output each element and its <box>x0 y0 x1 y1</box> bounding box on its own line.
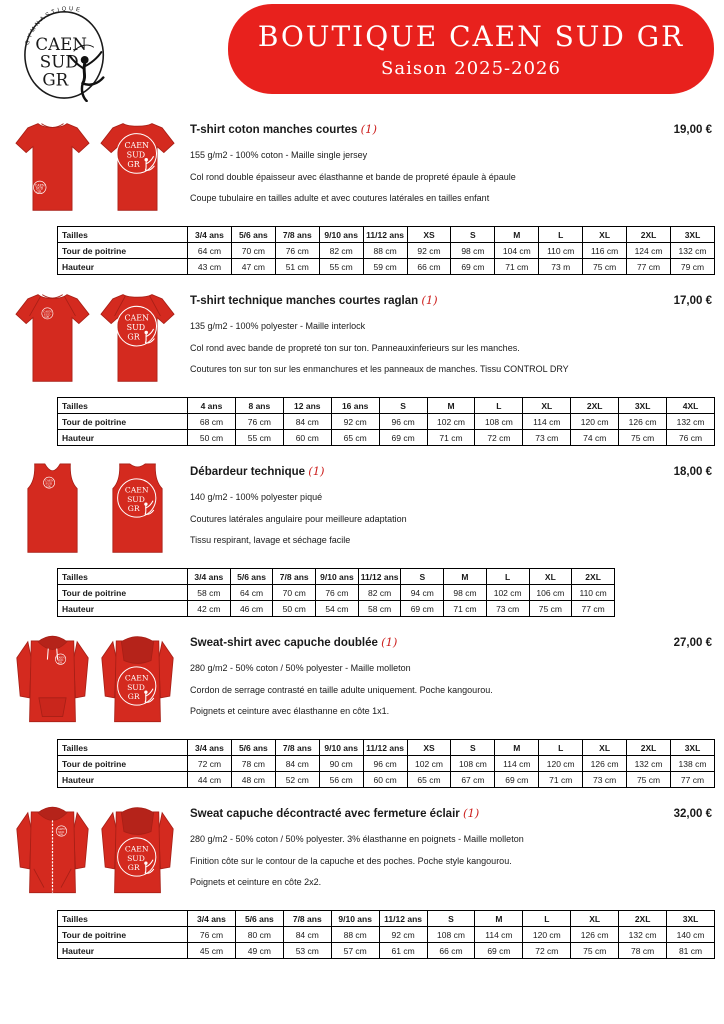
size-table-cell: 72 cm <box>475 430 523 446</box>
size-table-cell: S <box>451 740 495 756</box>
size-table-cell: 46 cm <box>230 601 273 617</box>
size-table-cell: 77 cm <box>670 772 714 788</box>
size-table-cell: 77 cm <box>627 259 671 275</box>
size-table-cell: 7/8 ans <box>275 740 319 756</box>
size-table-cell: 70 cm <box>231 243 275 259</box>
size-table-row <box>58 430 715 446</box>
size-table-cell: 132 cm <box>627 756 671 772</box>
size-table-cell: 53 cm <box>283 943 331 959</box>
size-table-cell: 81 cm <box>667 943 715 959</box>
svg-text:SUD: SUD <box>39 52 79 72</box>
svg-text:GYMNASTIQUE: GYMNASTIQUE <box>24 6 83 46</box>
size-table-cell: 108 cm <box>475 414 523 430</box>
size-table-cell: 58 cm <box>358 601 401 617</box>
size-table-cell: 69 cm <box>379 430 427 446</box>
size-table-cell: 110 cm <box>539 243 583 259</box>
size-table-cell: 69 cm <box>401 601 444 617</box>
svg-text:CAEN: CAEN <box>35 35 87 55</box>
size-table-cell: 60 cm <box>363 772 407 788</box>
size-table-cell: 3XL <box>667 911 715 927</box>
size-table-cell: 73 m <box>539 259 583 275</box>
size-table-cell: XS <box>407 740 451 756</box>
size-table-cell: 71 cm <box>427 430 475 446</box>
size-table-cell: 106 cm <box>529 585 572 601</box>
size-table-cell: S <box>379 398 427 414</box>
size-table-cell: 126 cm <box>619 414 667 430</box>
size-table-cell: 66 cm <box>407 259 451 275</box>
size-table-cell: 116 cm <box>583 243 627 259</box>
size-table-cell: XL <box>583 227 627 243</box>
size-table-cell: 71 cm <box>539 772 583 788</box>
size-table-row-label: Hauteur <box>58 601 188 617</box>
size-table-cell: 5/6 ans <box>235 911 283 927</box>
size-table-cell: 11/12 ans <box>358 569 401 585</box>
size-table-cell: XS <box>407 227 451 243</box>
size-table-row <box>58 414 715 430</box>
size-table-row <box>58 772 715 788</box>
size-table-cell: 76 cm <box>275 243 319 259</box>
size-table-cell: 126 cm <box>583 756 627 772</box>
size-table-cell: 56 cm <box>319 772 363 788</box>
size-table-cell: XL <box>571 911 619 927</box>
product-desc-line: Poignets et ceinture en côte 2x2. <box>190 877 322 887</box>
size-table-cell: 82 cm <box>319 243 363 259</box>
product-section-tshirt-technique <box>10 281 714 446</box>
product-description <box>190 320 712 375</box>
size-table-row-label: Tour de poitrine <box>58 414 188 430</box>
size-table-cell: 64 cm <box>230 585 273 601</box>
product-qty: (1) <box>308 464 325 478</box>
product-desc-line: 140 g/m2 - 100% polyester piqué <box>190 492 323 502</box>
product-desc-line: Col rond avec bande de propreté ton sur ton. Panneauxinferieurs sur les manches. <box>190 342 520 353</box>
size-table-cell: 96 cm <box>379 414 427 430</box>
size-table-cell: 114 cm <box>495 756 539 772</box>
size-table-cell: 65 cm <box>407 772 451 788</box>
size-table-cell: 126 cm <box>571 927 619 943</box>
size-table-cell: XL <box>583 740 627 756</box>
size-table-cell: 73 cm <box>523 430 571 446</box>
page-header <box>0 0 724 104</box>
tank-top-front-photo <box>10 452 95 566</box>
size-table-cell: 98 cm <box>444 585 487 601</box>
product-section-debardeur <box>10 452 714 617</box>
size-table-cell: 74 cm <box>571 430 619 446</box>
size-table-cell: 84 cm <box>275 756 319 772</box>
size-table-cell: 92 cm <box>407 243 451 259</box>
size-table-row-label: Hauteur <box>58 772 188 788</box>
product-desc-line: 280 g/m2 - 50% coton / 50% polyester - Maille molleton <box>190 663 411 673</box>
product-photos <box>10 281 180 395</box>
size-table-row <box>58 585 615 601</box>
size-table-cell: 75 cm <box>583 259 627 275</box>
product-description <box>190 662 712 717</box>
size-table-cell: 102 cm <box>486 585 529 601</box>
size-table-cell: S <box>401 569 444 585</box>
product-price: 19,00 € <box>673 124 712 136</box>
svg-text:GR: GR <box>42 70 69 90</box>
product-price: 32,00 € <box>673 808 712 820</box>
size-table-cell: 80 cm <box>235 927 283 943</box>
size-table-cell: 132 cm <box>667 414 715 430</box>
size-table-cell: 2XL <box>572 569 615 585</box>
size-table-cell: S <box>427 911 475 927</box>
size-table-cell: 50 cm <box>188 430 236 446</box>
hoodie-back-photo <box>95 623 180 737</box>
hoodie-front-photo <box>10 623 95 737</box>
size-table-cell: L <box>486 569 529 585</box>
size-table <box>57 226 715 275</box>
zip-hoodie-front-photo <box>10 794 95 908</box>
size-table-cell: 77 cm <box>572 601 615 617</box>
product-photos <box>10 794 180 908</box>
size-table-cell: 71 cm <box>444 601 487 617</box>
product-title: T-shirt technique manches courtes raglan (1) <box>190 293 438 307</box>
size-table-cell: 98 cm <box>451 243 495 259</box>
size-table-cell: M <box>427 398 475 414</box>
size-table-row <box>58 943 715 959</box>
product-title: Sweat-shirt avec capuche doublée (1) <box>190 635 398 649</box>
size-table-cell: L <box>475 398 523 414</box>
size-table-cell: 102 cm <box>407 756 451 772</box>
size-table-cell: 75 cm <box>627 772 671 788</box>
size-table-cell: 51 cm <box>275 259 319 275</box>
size-table-cell: L <box>523 911 571 927</box>
size-table <box>57 739 715 788</box>
size-table-row <box>58 243 715 259</box>
size-table-cell: 4 ans <box>188 398 236 414</box>
product-desc-line: Finition côte sur le contour de la capuche et des poches. Poche style kangourou. <box>190 855 512 866</box>
product-section-tshirt-coton <box>10 110 714 275</box>
product-photos <box>10 623 180 737</box>
product-desc-line: Col rond double épaisseur avec élasthanne et bande de propreté épaule à épaule <box>190 171 516 182</box>
size-table-cell: 94 cm <box>401 585 444 601</box>
product-desc-line: Tissu respirant, lavage et séchage facile <box>190 535 351 545</box>
size-table-cell: 9/10 ans <box>319 227 363 243</box>
size-table-cell: 76 cm <box>235 414 283 430</box>
size-table-row-label: Tour de poitrine <box>58 585 188 601</box>
product-qty: (1) <box>421 293 438 307</box>
size-table-cell: 132 cm <box>619 927 667 943</box>
size-table-row <box>58 927 715 943</box>
product-title: Sweat capuche décontracté avec fermeture éclair (1) <box>190 806 480 820</box>
size-table-cell: 104 cm <box>495 243 539 259</box>
size-table-cell: 92 cm <box>379 927 427 943</box>
size-table-row-label: Hauteur <box>58 943 188 959</box>
size-table-cell: 55 cm <box>235 430 283 446</box>
product-desc-line: Coutures latérales angulaire pour meilleure adaptation <box>190 513 407 524</box>
size-table-cell: 70 cm <box>273 585 316 601</box>
size-table-cell: 124 cm <box>627 243 671 259</box>
size-table-cell: 42 cm <box>188 601 231 617</box>
size-table-row <box>58 398 715 414</box>
size-table-cell: 8 ans <box>235 398 283 414</box>
size-table-cell: XL <box>529 569 572 585</box>
size-table-cell: 69 cm <box>451 259 495 275</box>
size-table <box>57 910 715 959</box>
size-table-cell: 108 cm <box>451 756 495 772</box>
size-table-cell: 2XL <box>627 227 671 243</box>
size-table <box>57 397 715 446</box>
size-table-cell: 75 cm <box>529 601 572 617</box>
size-table-cell: 54 cm <box>316 601 359 617</box>
size-table-cell: L <box>539 227 583 243</box>
product-description <box>190 149 712 204</box>
size-table-cell: 12 ans <box>283 398 331 414</box>
product-desc-line: 135 g/m2 - 100% polyester - Maille interlock <box>190 321 366 331</box>
product-desc-line: 155 g/m2 - 100% coton - Maille single jersey <box>190 150 368 160</box>
size-table-cell: 120 cm <box>523 927 571 943</box>
size-table-cell: 66 cm <box>427 943 475 959</box>
size-table-cell: 72 cm <box>188 756 232 772</box>
season-subtitle: Saison 2025-2026 <box>381 57 561 79</box>
product-photos <box>10 452 180 566</box>
size-table-cell: 2XL <box>571 398 619 414</box>
size-table-cell: 11/12 ans <box>363 227 407 243</box>
size-table-cell: 120 cm <box>539 756 583 772</box>
product-price: 18,00 € <box>673 466 712 478</box>
size-table-row-label: Hauteur <box>58 259 188 275</box>
size-table-row-label: Tailles <box>58 911 188 927</box>
size-table-cell: 5/6 ans <box>231 740 275 756</box>
size-table-cell: 73 cm <box>583 772 627 788</box>
tshirt-front-photo <box>10 110 95 224</box>
product-title: T-shirt coton manches courtes (1) <box>190 122 377 136</box>
size-table-cell: 3/4 ans <box>188 227 232 243</box>
tank-top-back-photo <box>95 452 180 566</box>
size-table-row-label: Tailles <box>58 569 188 585</box>
size-table-cell: 7/8 ans <box>275 227 319 243</box>
size-table-cell: 3/4 ans <box>188 911 236 927</box>
size-table-cell: 71 cm <box>495 259 539 275</box>
size-table <box>57 568 615 617</box>
size-table-cell: L <box>539 740 583 756</box>
size-table-cell: 3XL <box>670 227 714 243</box>
size-table-cell: 76 cm <box>188 927 236 943</box>
size-table-cell: 132 cm <box>670 243 714 259</box>
size-table-row-label: Tour de poitrine <box>58 756 188 772</box>
boutique-title: BOUTIQUE CAEN SUD GR <box>257 19 685 53</box>
size-table-cell: 11/12 ans <box>363 740 407 756</box>
tshirt-back-photo <box>95 110 180 224</box>
size-table-cell: 47 cm <box>231 259 275 275</box>
size-table-cell: 140 cm <box>667 927 715 943</box>
product-desc-line: Coupe tubulaire en tailles adulte et avec coutures latérales en tailles enfant <box>190 193 490 203</box>
size-table-cell: 69 cm <box>495 772 539 788</box>
boutique-banner <box>228 4 714 94</box>
size-table-cell: 55 cm <box>319 259 363 275</box>
size-table-row-label: Tailles <box>58 398 188 414</box>
size-table-cell: XL <box>523 398 571 414</box>
size-table-cell: 3/4 ans <box>188 740 232 756</box>
size-table-cell: 43 cm <box>188 259 232 275</box>
size-table-cell: 9/10 ans <box>316 569 359 585</box>
product-desc-line: 280 g/m2 - 50% coton / 50% polyester. 3% élasthanne en poignets - Maille molleton <box>190 834 524 844</box>
size-table-cell: 114 cm <box>523 414 571 430</box>
size-table-cell: 7/8 ans <box>283 911 331 927</box>
size-table-cell: 5/6 ans <box>231 227 275 243</box>
raglan-tshirt-back-photo <box>95 281 180 395</box>
size-table-cell: 11/12 ans <box>379 911 427 927</box>
size-table-cell: 84 cm <box>283 414 331 430</box>
product-description <box>190 833 712 888</box>
size-table-cell: M <box>444 569 487 585</box>
product-qty: (1) <box>360 122 377 136</box>
size-table-row-label: Tailles <box>58 227 188 243</box>
size-table-cell: 75 cm <box>571 943 619 959</box>
size-table-cell: 4XL <box>667 398 715 414</box>
size-table-row <box>58 601 615 617</box>
size-table-cell: 3/4 ans <box>188 569 231 585</box>
size-table-cell: 120 cm <box>571 414 619 430</box>
size-table-cell: 7/8 ans <box>273 569 316 585</box>
size-table-cell: 3XL <box>619 398 667 414</box>
product-qty: (1) <box>462 806 480 820</box>
size-table-cell: 3XL <box>670 740 714 756</box>
size-table-cell: 58 cm <box>188 585 231 601</box>
size-table-cell: 44 cm <box>188 772 232 788</box>
size-table-cell: 50 cm <box>273 601 316 617</box>
size-table-cell: 59 cm <box>363 259 407 275</box>
product-description <box>190 491 712 546</box>
size-table-cell: 114 cm <box>475 927 523 943</box>
size-table-row <box>58 756 715 772</box>
size-table-cell: 67 cm <box>451 772 495 788</box>
product-section-sweat-zip <box>10 794 714 959</box>
size-table-cell: 69 cm <box>475 943 523 959</box>
size-table-cell: 78 cm <box>231 756 275 772</box>
size-table-cell: M <box>495 227 539 243</box>
size-table-cell: 16 ans <box>331 398 379 414</box>
product-desc-line: Cordon de serrage contrasté en taille adulte uniquement. Poche kangourou. <box>190 684 493 695</box>
size-table-cell: 49 cm <box>235 943 283 959</box>
size-table-cell: 9/10 ans <box>331 911 379 927</box>
size-table-cell: 75 cm <box>619 430 667 446</box>
size-table-cell: 110 cm <box>572 585 615 601</box>
size-table-cell: 65 cm <box>331 430 379 446</box>
product-photos <box>10 110 180 224</box>
size-table-row <box>58 569 615 585</box>
size-table-row <box>58 740 715 756</box>
size-table-row-label: Tour de poitrine <box>58 927 188 943</box>
size-table-cell: 5/6 ans <box>230 569 273 585</box>
product-section-sweat-capuche <box>10 623 714 788</box>
size-table-cell: 68 cm <box>188 414 236 430</box>
size-table-cell: 88 cm <box>331 927 379 943</box>
size-table-cell: S <box>451 227 495 243</box>
size-table-cell: 78 cm <box>619 943 667 959</box>
size-table-cell: 108 cm <box>427 927 475 943</box>
size-table-row-label: Hauteur <box>58 430 188 446</box>
size-table-cell: 88 cm <box>363 243 407 259</box>
product-desc-line: Poignets et ceinture avec élasthanne en côte 1x1. <box>190 706 390 716</box>
size-table-cell: 79 cm <box>670 259 714 275</box>
size-table-cell: 61 cm <box>379 943 427 959</box>
size-table-cell: 92 cm <box>331 414 379 430</box>
size-table-row <box>58 259 715 275</box>
size-table-cell: 76 cm <box>667 430 715 446</box>
size-table-cell: M <box>475 911 523 927</box>
size-table-cell: 2XL <box>627 740 671 756</box>
product-desc-line: Coutures ton sur ton sur les enmanchures et les panneaux de manches. Tissu CONTROL DRY <box>190 364 569 374</box>
product-title: Débardeur technique (1) <box>190 464 325 478</box>
size-table-cell: 76 cm <box>316 585 359 601</box>
size-table-cell: 72 cm <box>523 943 571 959</box>
size-table-cell: 84 cm <box>283 927 331 943</box>
raglan-tshirt-front-photo <box>10 281 95 395</box>
size-table-cell: 9/10 ans <box>319 740 363 756</box>
size-table-cell: 2XL <box>619 911 667 927</box>
size-table-cell: 64 cm <box>188 243 232 259</box>
size-table-cell: 57 cm <box>331 943 379 959</box>
product-price: 27,00 € <box>673 637 712 649</box>
size-table-cell: 102 cm <box>427 414 475 430</box>
product-price: 17,00 € <box>673 295 712 307</box>
size-table-row <box>58 911 715 927</box>
size-table-cell: 96 cm <box>363 756 407 772</box>
club-logo <box>10 4 128 102</box>
size-table-cell: 60 cm <box>283 430 331 446</box>
zip-hoodie-back-photo <box>95 794 180 908</box>
product-qty: (1) <box>381 635 398 649</box>
size-table-cell: 48 cm <box>231 772 275 788</box>
size-table-cell: 138 cm <box>670 756 714 772</box>
size-table-cell: 90 cm <box>319 756 363 772</box>
size-table-row-label: Tailles <box>58 740 188 756</box>
size-table-cell: M <box>495 740 539 756</box>
size-table-cell: 52 cm <box>275 772 319 788</box>
size-table-cell: 45 cm <box>188 943 236 959</box>
size-table-cell: 73 cm <box>486 601 529 617</box>
size-table-row <box>58 227 715 243</box>
size-table-row-label: Tour de poitrine <box>58 243 188 259</box>
size-table-cell: 82 cm <box>358 585 401 601</box>
